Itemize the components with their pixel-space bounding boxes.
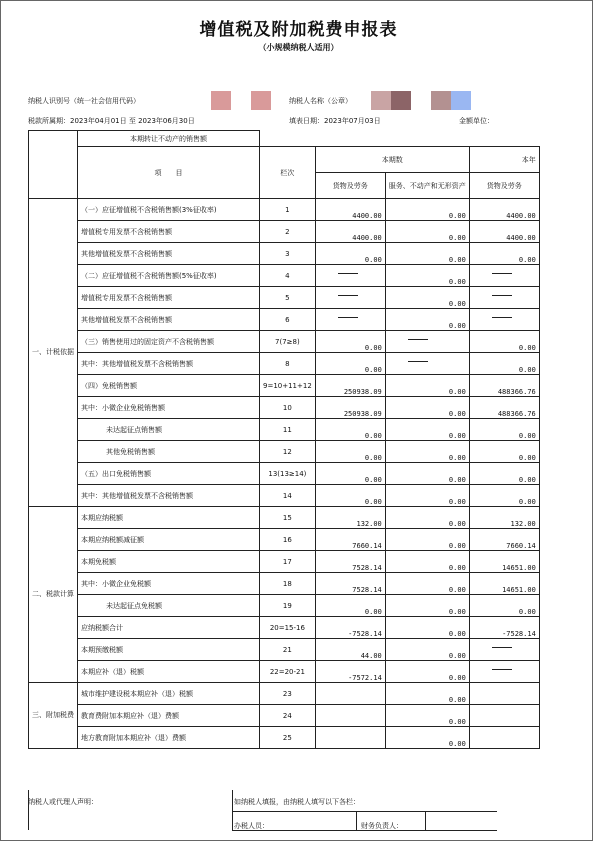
form-row	[29, 331, 540, 353]
amount-cell[interactable]: -7528.14	[469, 617, 539, 639]
row-label: 应纳税额合计	[78, 617, 260, 639]
form-row	[29, 551, 540, 573]
amount-cell[interactable]: 0.00	[385, 287, 469, 309]
row-label: （四）免税销售额	[78, 375, 260, 397]
form-row	[29, 441, 540, 463]
amount-cell[interactable]	[469, 661, 539, 683]
row-line-number: 15	[260, 507, 316, 529]
row-label: 未达起征点销售额	[78, 419, 260, 441]
declaration-label: 纳税人或代理人声明：	[28, 798, 98, 806]
current-period-header: 本期数	[315, 147, 469, 173]
amount-cell[interactable]: 0.00	[385, 727, 469, 749]
form-row	[29, 221, 540, 243]
amount-cell[interactable]: 132.00	[315, 507, 385, 529]
amount-cell[interactable]: 0.00	[385, 243, 469, 265]
form-row	[29, 243, 540, 265]
form-row	[29, 595, 540, 617]
row-line-number: 22=20-21	[260, 661, 316, 683]
amount-cell[interactable]	[315, 287, 385, 309]
amount-cell[interactable]: 0.00	[385, 661, 469, 683]
amount-cell[interactable]: 488366.76	[469, 397, 539, 419]
amount-cell[interactable]: 488366.76	[469, 375, 539, 397]
realty-sales-note: 本期转让不动产的销售额	[78, 131, 260, 147]
amount-cell[interactable]	[469, 683, 539, 705]
amount-cell[interactable]	[469, 639, 539, 661]
row-line-number: 5	[260, 287, 316, 309]
amount-cell[interactable]	[469, 705, 539, 727]
amount-cell[interactable]: 0.00	[385, 683, 469, 705]
row-label: 其中：其他增值税发票不含税销售额	[78, 485, 260, 507]
row-line-number: 20=15-16	[260, 617, 316, 639]
form-row	[29, 529, 540, 551]
row-line-number: 14	[260, 485, 316, 507]
row-label: （二）应征增值税不含税销售额(5%征收率)	[78, 265, 260, 287]
amount-cell[interactable]: 0.00	[469, 595, 539, 617]
form-row	[29, 419, 540, 441]
row-label: 本期免税额	[78, 551, 260, 573]
form-row	[29, 661, 540, 683]
currency-unit-label: 金额单位：	[459, 117, 494, 125]
section-label-s3: 三、附加税费	[29, 683, 78, 749]
amount-cell[interactable]: -7572.14	[315, 661, 385, 683]
amount-cell[interactable]: 0.00	[385, 419, 469, 441]
redacted-taxpayer-name-3	[431, 91, 451, 110]
amount-cell[interactable]: 0.00	[469, 331, 539, 353]
row-label: 其他增值税发票不含税销售额	[78, 309, 260, 331]
row-line-number: 12	[260, 441, 316, 463]
amount-cell[interactable]: 0.00	[315, 485, 385, 507]
amount-cell[interactable]	[469, 727, 539, 749]
amount-cell[interactable]: 0.00	[469, 419, 539, 441]
row-label: 增值税专用发票不含税销售额	[78, 221, 260, 243]
form-row	[29, 727, 540, 749]
amount-cell[interactable]: 0.00	[315, 243, 385, 265]
form-row	[29, 287, 540, 309]
row-line-number: 7(7≥8)	[260, 331, 316, 353]
form-row	[29, 265, 540, 287]
current-year-header: 本年	[469, 147, 539, 173]
form-row	[29, 375, 540, 397]
taxpayer-name-label: 纳税人名称（公章）	[289, 97, 352, 105]
amount-cell[interactable]: 4400.00	[469, 221, 539, 243]
row-label: 其中：小微企业免税额	[78, 573, 260, 595]
amount-cell[interactable]: 0.00	[385, 221, 469, 243]
amount-cell[interactable]: 0.00	[385, 551, 469, 573]
goods-services-header: 货物及劳务	[315, 173, 385, 199]
row-line-number: 16	[260, 529, 316, 551]
row-label: 地方教育附加本期应补（退）费额	[78, 727, 260, 749]
services-assets-header: 服务、不动产和无形资产	[385, 173, 469, 199]
amount-cell[interactable]: 0.00	[385, 397, 469, 419]
amount-cell[interactable]: 0.00	[385, 529, 469, 551]
amount-cell[interactable]	[469, 287, 539, 309]
row-line-number: 2	[260, 221, 316, 243]
amount-cell[interactable]: 0.00	[385, 705, 469, 727]
amount-cell[interactable]	[315, 705, 385, 727]
redacted-taxpayer-id-1	[211, 91, 231, 110]
amount-cell[interactable]	[469, 265, 539, 287]
amount-cell[interactable]: 0.00	[469, 463, 539, 485]
form-row	[29, 397, 540, 419]
amount-cell[interactable]	[385, 353, 469, 375]
amount-cell[interactable]: 0.00	[385, 265, 469, 287]
amount-cell[interactable]: 132.00	[469, 507, 539, 529]
amount-cell[interactable]: 0.00	[315, 441, 385, 463]
taxpayer-id-label: 纳税人识别号（统一社会信用代码）	[28, 97, 140, 105]
corner-cell	[29, 131, 78, 147]
amount-cell[interactable]: 0.00	[385, 573, 469, 595]
amount-cell[interactable]: 0.00	[385, 485, 469, 507]
tax-period-label: 税款所属期：2023年04月01日 至 2023年06月30日	[28, 117, 195, 125]
row-label: 本期预缴税额	[78, 639, 260, 661]
amount-cell[interactable]	[315, 727, 385, 749]
form-row	[29, 617, 540, 639]
redacted-taxpayer-id-2	[251, 91, 271, 110]
row-line-number: 13(13≥14)	[260, 463, 316, 485]
form-row	[29, 639, 540, 661]
row-label: （五）出口免税销售额	[78, 463, 260, 485]
amount-cell[interactable]: 250938.09	[315, 375, 385, 397]
amount-cell[interactable]	[469, 309, 539, 331]
form-row	[29, 573, 540, 595]
row-line-number: 23	[260, 683, 316, 705]
row-line-number: 18	[260, 573, 316, 595]
amount-cell[interactable]: 0.00	[315, 463, 385, 485]
redacted-taxpayer-name-1	[371, 91, 391, 110]
form-row	[29, 705, 540, 727]
amount-cell[interactable]: 0.00	[469, 353, 539, 375]
amount-cell[interactable]	[315, 309, 385, 331]
row-label: 本期应纳税额减征额	[78, 529, 260, 551]
form-row	[29, 485, 540, 507]
amount-cell[interactable]: 0.00	[315, 595, 385, 617]
amount-cell[interactable]: 0.00	[385, 441, 469, 463]
goods-services-year-header: 货物及劳务	[469, 173, 539, 199]
handler-label: 办税人员：	[234, 822, 269, 830]
section-label-s1: 一、计税依据	[29, 199, 78, 507]
row-line-number: 17	[260, 551, 316, 573]
amount-cell[interactable]: 0.00	[385, 595, 469, 617]
amount-cell[interactable]: 0.00	[385, 309, 469, 331]
self-filing-label: 如纳税人填报，由纳税人填写以下各栏：	[234, 798, 360, 806]
amount-cell[interactable]	[315, 265, 385, 287]
amount-cell[interactable]: 0.00	[315, 331, 385, 353]
row-line-number: 4	[260, 265, 316, 287]
form-row	[29, 353, 540, 375]
amount-cell[interactable]: 0.00	[385, 617, 469, 639]
row-label: 其中：其他增值税发票不含税销售额	[78, 353, 260, 375]
amount-cell[interactable]: 4400.00	[315, 199, 385, 221]
amount-cell[interactable]: 7528.14	[315, 573, 385, 595]
amount-cell[interactable]: 0.00	[469, 485, 539, 507]
row-line-number: 8	[260, 353, 316, 375]
amount-cell[interactable]: 0.00	[315, 419, 385, 441]
form-row	[29, 309, 540, 331]
row-label: 其他免税销售额	[78, 441, 260, 463]
amount-cell[interactable]: 0.00	[385, 375, 469, 397]
section-label-s2: 二、税款计算	[29, 507, 78, 683]
form-row	[29, 199, 540, 221]
row-label: 本期应补（退）税额	[78, 661, 260, 683]
amount-cell[interactable]: 7660.14	[469, 529, 539, 551]
amount-cell[interactable]: 0.00	[385, 199, 469, 221]
amount-cell[interactable]: 0.00	[469, 441, 539, 463]
amount-cell[interactable]: 7660.14	[315, 529, 385, 551]
item-header: 项 目	[78, 147, 260, 199]
row-label: 城市维护建设税本期应补（退）税额	[78, 683, 260, 705]
row-line-number: 11	[260, 419, 316, 441]
finance-head-label: 财务负责人：	[361, 822, 403, 830]
amount-cell[interactable]: 14651.00	[469, 573, 539, 595]
redacted-taxpayer-name-4	[451, 91, 471, 110]
row-line-number: 19	[260, 595, 316, 617]
fill-date-label: 填表日期：2023年07月03日	[289, 117, 381, 125]
row-label: 教育费附加本期应补（退）费额	[78, 705, 260, 727]
row-label: 其中：小微企业免税销售额	[78, 397, 260, 419]
row-label: 本期应纳税额	[78, 507, 260, 529]
row-label: （三）销售使用过的固定资产不含税销售额	[78, 331, 260, 353]
row-line-number: 3	[260, 243, 316, 265]
amount-cell[interactable]	[385, 331, 469, 353]
row-line-number: 10	[260, 397, 316, 419]
amount-cell[interactable]: 0.00	[385, 507, 469, 529]
form-row	[29, 507, 540, 529]
amount-cell[interactable]	[315, 683, 385, 705]
row-line-number: 25	[260, 727, 316, 749]
amount-cell[interactable]: 0.00	[315, 353, 385, 375]
line-no-header: 栏次	[260, 147, 316, 199]
row-label: （一）应征增值税不含税销售额(3%征收率)	[78, 199, 260, 221]
amount-cell[interactable]: 4400.00	[315, 221, 385, 243]
amount-cell[interactable]: 4400.00	[469, 199, 539, 221]
row-label: 未达起征点免税额	[78, 595, 260, 617]
row-line-number: 9=10+11+12	[260, 375, 316, 397]
amount-cell[interactable]: 0.00	[385, 463, 469, 485]
redacted-taxpayer-name-2	[391, 91, 411, 110]
amount-cell[interactable]: 14651.00	[469, 551, 539, 573]
declaration-table	[28, 130, 540, 749]
form-title: 增值税及附加税费申报表	[199, 20, 398, 40]
amount-cell[interactable]: 250938.09	[315, 397, 385, 419]
row-line-number: 24	[260, 705, 316, 727]
amount-cell[interactable]: 0.00	[385, 639, 469, 661]
amount-cell[interactable]: 0.00	[469, 243, 539, 265]
amount-cell[interactable]: 44.00	[315, 639, 385, 661]
row-label: 增值税专用发票不含税销售额	[78, 287, 260, 309]
row-line-number: 1	[260, 199, 316, 221]
row-line-number: 21	[260, 639, 316, 661]
form-row	[29, 463, 540, 485]
amount-cell[interactable]: 7528.14	[315, 551, 385, 573]
amount-cell[interactable]: -7528.14	[315, 617, 385, 639]
form-subtitle: （小规模纳税人适用）	[258, 43, 339, 52]
form-row	[29, 683, 540, 705]
row-line-number: 6	[260, 309, 316, 331]
row-label: 其他增值税发票不含税销售额	[78, 243, 260, 265]
